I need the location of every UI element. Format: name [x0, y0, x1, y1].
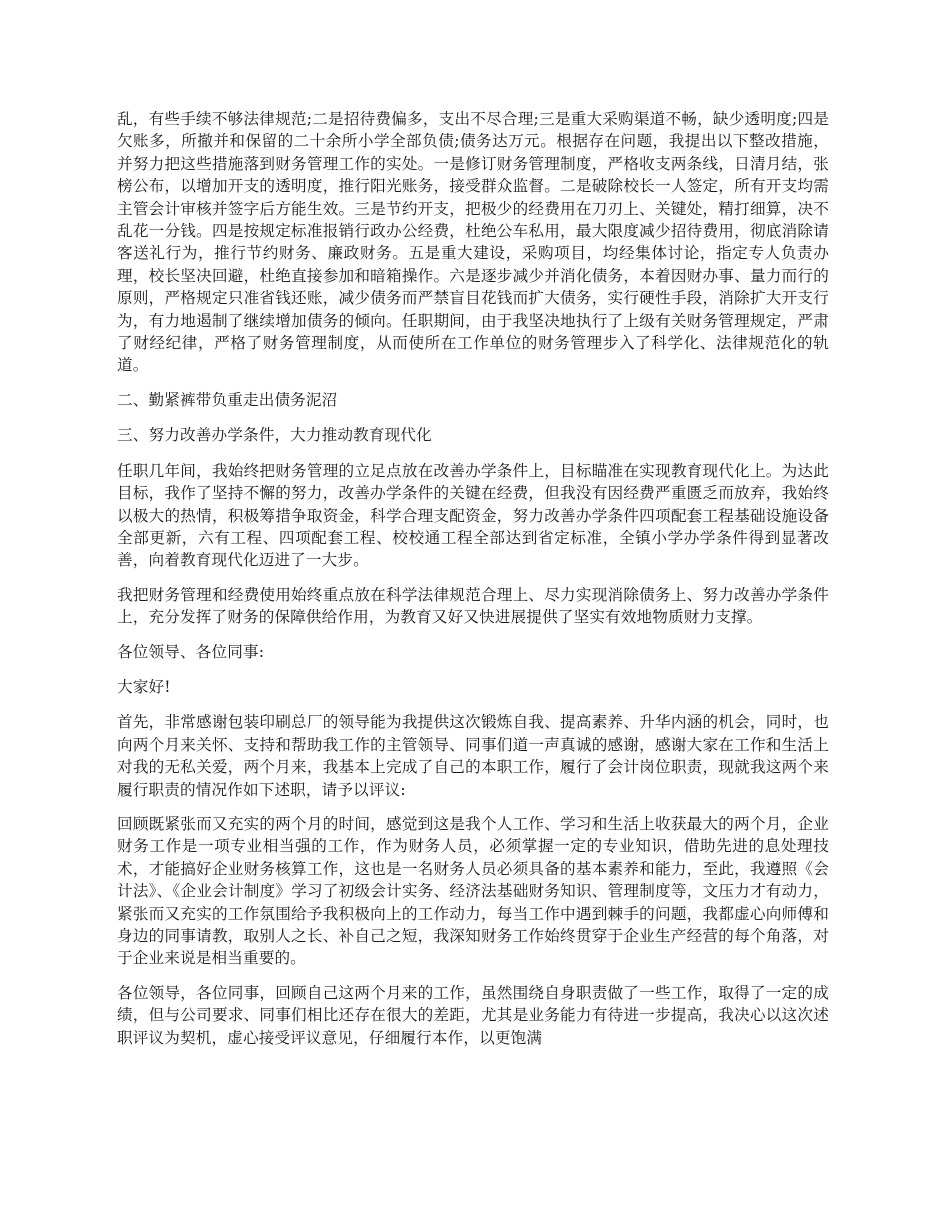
paragraph-review: 回顾既紧张而又充实的两个月的时间，感觉到这是我个人工作、学习和生活上收获最大的两个月，企业财务工作是一项专业相当强的工作，作为财务人员，必须掌握一定的专业知识，借助先进的息处理技术，才能搞好企业财务核算工作，这也是一名财务人员必须具备的基本素养和能力，至此，我遵照《会计法》、《企业会计制度》学习了初级会计实务、经济法基础财务知识、管理制度等，文压力才有动力，紧张而又充实的工作氛围给予我积极向上的工作动力，每当工作中遇到棘手的问题，我都虚心向师傅和身边的同事请教，取别人之长、补自己之短，我深知财务工作始终贯穿于企业生产经营的每个角落，对于企业来说是相当重要的。	[117, 814, 829, 968]
greeting: 大家好!	[117, 677, 171, 696]
section-heading-debt: 二、勤紧裤带负重走出债务泥沼	[117, 390, 338, 409]
paragraph-school-conditions: 任职几年间，我始终把财务管理的立足点放在改善办学条件上，目标瞄准在实现教育现代化上。为达此目标，我作了坚持不懈的努力，改善办学条件的关键在经费，但我没有因经费严重匮乏而放弃，我始终以极大的热情，积极筹措争取资金，科学合理支配资金，努力改善办学条件四项配套工程基础设施设备全部更新，六有工程、四项配套工程、校校通工程全部达到省定标准，全镇小学办学条件得到显著改善，向着教育现代化迈进了一大步。	[117, 461, 829, 570]
paragraph-conclusion: 各位领导，各位同事，回顾自己这两个月来的工作，虽然围绕自身职责做了一些工作，取得了一定的成绩，但与公司要求、同事们相比还存在很大的差距，尤其是业务能力有待进一步提高，我决心以这次述职评议为契机，虚心接受评议意见，仔细履行本作，以更饱满	[117, 983, 829, 1047]
section-heading-education: 三、努力改善办学条件，大力推动教育现代化	[117, 426, 432, 445]
paragraph-financial-reform: 乱，有些手续不够法律规范;二是招待费偏多，支出不尽合理;三是重大采购渠道不畅，缺少透明度;四是欠账多，所撤并和保留的二十余所小学全部负债;债务达万元。根据存在问题，我提出以下整改措施，并努力把这些措施落到财务管理工作的实处。一是修订财务管理制度，严格收支两条线，日清月结，张榜公布，以增加开支的透明度，推行阳光账务，接受群众监督。二是破除校长一人签定，所有开支均需主管会计审核并签字后方能生效。三是节约开支，把极少的经费用在刀刃上、关键处，精打细算，决不乱花一分钱。四是按规定标准报销行政办公经费，杜绝公车私用，最大限度减少招待费用，彻底消除请客送礼行为，推行节约财务、廉政财务。五是重大建设，采购项目，均经集体讨论，指定专人负责办理，校长坚决回避，杜绝直接参加和暗箱操作。六是逐步减少并消化债务，本着因财办事、量力而行的原则，严格规定只准省钱还账，减少债务而严禁盲目花钱而扩大债务，实行硬性手段，消除扩大开支行为，有力地遏制了继续增加债务的倾向。任职期间，由于我坚决地执行了上级有关财务管理规定，严肃了财经纪律，严格了财务管理制度，从而使所在工作单位的财务管理步入了科学化、法律规范化的轨道。	[117, 110, 829, 375]
salutation-leaders: 各位领导、各位同事:	[117, 642, 265, 661]
document-page	[117, 108, 829, 1061]
paragraph-thanks: 首先，非常感谢包装印刷总厂的领导能为我提供这次锻炼自我、提高素养、升华内涵的机会，同时，也向两个月来关怀、支持和帮助我工作的主管领导、同事们道一声真诚的感谢，感谢大家在工作和生活上对我的无私关爱，两个月来，我基本上完成了自己的本职工作，履行了会计岗位职责，现就我这两个来履行职责的情况作如下述职，请予以评议:	[117, 713, 829, 799]
paragraph-financial-summary: 我把财务管理和经费使用始终重点放在科学法律规范合理上、尽力实现消除债务上、努力改善办学条件上，充分发挥了财务的保障供给作用，为教育又好又快进展提供了坚实有效地物质财力支撑。	[117, 585, 829, 627]
